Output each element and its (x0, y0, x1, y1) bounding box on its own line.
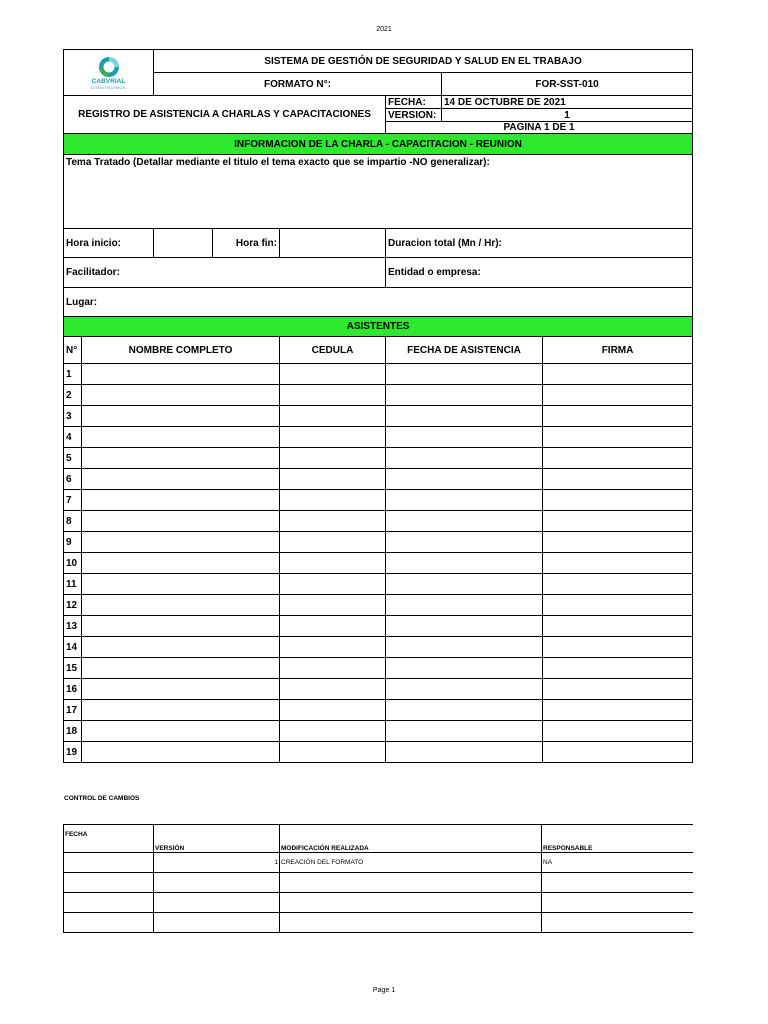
formato-value: FOR-SST-010 (442, 73, 693, 96)
col-header-firma: FIRMA (543, 337, 693, 364)
attendee-nombre-cell[interactable] (82, 427, 280, 448)
col-header-no: N° (64, 337, 82, 364)
attendee-row (64, 616, 693, 637)
attendee-number: 19 (64, 742, 82, 763)
attendee-nombre-cell[interactable] (82, 364, 280, 385)
cc-modificacion-cell[interactable] (280, 873, 542, 893)
attendee-row (64, 553, 693, 574)
attendee-cedula-cell[interactable] (280, 679, 386, 700)
attendee-firma-cell[interactable] (543, 658, 693, 679)
attendee-fecha-cell[interactable] (386, 364, 543, 385)
attendee-fecha-cell[interactable] (386, 406, 543, 427)
cc-responsable-cell[interactable] (542, 873, 693, 893)
attendee-nombre-cell[interactable] (82, 721, 280, 742)
cc-header-fecha: FECHA (64, 825, 154, 853)
attendee-cedula-cell[interactable] (280, 595, 386, 616)
attendee-fecha-cell[interactable] (386, 742, 543, 763)
attendee-fecha-cell[interactable] (386, 532, 543, 553)
logo-icon (96, 56, 122, 78)
attendee-firma-cell[interactable] (543, 532, 693, 553)
attendee-nombre-cell[interactable] (82, 679, 280, 700)
attendee-number: 15 (64, 658, 82, 679)
attendee-firma-cell[interactable] (543, 721, 693, 742)
attendee-row (64, 427, 693, 448)
attendee-number: 12 (64, 595, 82, 616)
attendee-row (64, 637, 693, 658)
attendee-fecha-cell[interactable] (386, 553, 543, 574)
attendee-firma-cell[interactable] (543, 595, 693, 616)
attendee-fecha-cell[interactable] (386, 448, 543, 469)
attendee-row (64, 742, 693, 763)
cc-responsable-cell[interactable] (542, 913, 693, 933)
attendee-number: 9 (64, 532, 82, 553)
attendee-nombre-cell[interactable] (82, 595, 280, 616)
attendee-firma-cell[interactable] (543, 574, 693, 595)
attendee-fecha-cell[interactable] (386, 721, 543, 742)
control-cambios-table (63, 824, 693, 933)
cc-header-modificacion: MODIFICACIÓN REALIZADA (280, 825, 542, 853)
doc-title: REGISTRO DE ASISTENCIA A CHARLAS Y CAPACITACIONES (64, 96, 386, 134)
attendee-cedula-cell[interactable] (280, 721, 386, 742)
fecha-value: 14 DE OCTUBRE DE 2021 (442, 96, 693, 109)
attendee-firma-cell[interactable] (543, 637, 693, 658)
attendee-fecha-cell[interactable] (386, 679, 543, 700)
attendee-nombre-cell[interactable] (82, 469, 280, 490)
attendee-nombre-cell[interactable] (82, 616, 280, 637)
pagina-label: PAGINA 1 DE 1 (386, 122, 693, 134)
attendee-number: 2 (64, 385, 82, 406)
cc-header-responsable: RESPONSABLE (542, 825, 693, 853)
attendee-row (64, 490, 693, 511)
attendee-nombre-cell[interactable] (82, 532, 280, 553)
hora-inicio-field[interactable] (154, 229, 213, 258)
attendee-row (64, 406, 693, 427)
entidad-field[interactable]: Entidad o empresa: (386, 258, 693, 288)
attendee-firma-cell[interactable] (543, 742, 693, 763)
attendee-fecha-cell[interactable] (386, 427, 543, 448)
attendee-cedula-cell[interactable] (280, 364, 386, 385)
system-title: SISTEMA DE GESTIÓN DE SEGURIDAD Y SALUD EN EL TRABAJO (154, 50, 693, 73)
attendee-firma-cell[interactable] (543, 406, 693, 427)
control-cambios-title: CONTROL DE CAMBIOS (64, 795, 140, 802)
attendee-nombre-cell[interactable] (82, 574, 280, 595)
attendee-cedula-cell[interactable] (280, 616, 386, 637)
attendee-cedula-cell[interactable] (280, 658, 386, 679)
attendee-fecha-cell[interactable] (386, 490, 543, 511)
attendee-cedula-cell[interactable] (280, 532, 386, 553)
attendee-fecha-cell[interactable] (386, 637, 543, 658)
tema-field[interactable]: Tema Tratado (Detallar mediante el titulo el tema exacto que se impartio -NO generalizar): (64, 155, 693, 229)
attendee-cedula-cell[interactable] (280, 385, 386, 406)
cc-modificacion-cell[interactable] (280, 913, 542, 933)
cc-fecha-cell[interactable] (64, 853, 154, 873)
attendee-number: 13 (64, 616, 82, 637)
col-header-fecha: FECHA DE ASISTENCIA (386, 337, 543, 364)
attendee-row (64, 385, 693, 406)
cc-fecha-cell[interactable] (64, 893, 154, 913)
attendee-nombre-cell[interactable] (82, 385, 280, 406)
attendee-nombre-cell[interactable] (82, 511, 280, 532)
attendee-nombre-cell[interactable] (82, 490, 280, 511)
attendee-number: 1 (64, 364, 82, 385)
attendee-number: 18 (64, 721, 82, 742)
attendee-number: 8 (64, 511, 82, 532)
attendee-number: 6 (64, 469, 82, 490)
attendee-firma-cell[interactable] (543, 469, 693, 490)
cc-fecha-cell[interactable] (64, 873, 154, 893)
cc-row (64, 853, 693, 873)
attendee-nombre-cell[interactable] (82, 658, 280, 679)
formato-label: FORMATO N°: (154, 73, 442, 96)
asistentes-section-header: ASISTENTES (64, 317, 693, 337)
attendee-firma-cell[interactable] (543, 427, 693, 448)
attendee-fecha-cell[interactable] (386, 385, 543, 406)
attendee-cedula-cell[interactable] (280, 637, 386, 658)
attendee-fecha-cell[interactable] (386, 574, 543, 595)
attendee-row (64, 364, 693, 385)
charla-section-header: INFORMACION DE LA CHARLA - CAPACITACION - REUNION (64, 134, 693, 155)
attendee-nombre-cell[interactable] (82, 448, 280, 469)
cc-version-cell[interactable] (154, 873, 280, 893)
attendee-row (64, 448, 693, 469)
cc-version-cell[interactable] (154, 893, 280, 913)
header-year: 2021 (376, 26, 392, 33)
attendee-number: 14 (64, 637, 82, 658)
attendee-firma-cell[interactable] (543, 490, 693, 511)
attendee-fecha-cell[interactable] (386, 700, 543, 721)
lugar-field[interactable]: Lugar: (64, 288, 693, 317)
attendee-firma-cell[interactable] (543, 553, 693, 574)
hora-fin-label: Hora fin: (213, 229, 280, 258)
attendee-row (64, 679, 693, 700)
attendee-number: 17 (64, 700, 82, 721)
cc-fecha-cell[interactable] (64, 913, 154, 933)
attendee-cedula-cell[interactable] (280, 742, 386, 763)
cc-modificacion-cell[interactable] (280, 893, 542, 913)
attendee-row (64, 532, 693, 553)
attendee-cedula-cell[interactable] (280, 511, 386, 532)
col-header-nombre: NOMBRE COMPLETO (82, 337, 280, 364)
attendee-number: 10 (64, 553, 82, 574)
attendee-row (64, 721, 693, 742)
attendee-number: 7 (64, 490, 82, 511)
fecha-label: FECHA: (386, 96, 442, 109)
cc-version-cell[interactable] (154, 913, 280, 933)
version-label: VERSION: (386, 109, 442, 122)
attendee-firma-cell[interactable] (543, 679, 693, 700)
attendee-row (64, 574, 693, 595)
attendee-row (64, 595, 693, 616)
company-logo (64, 50, 154, 96)
cc-row (64, 873, 693, 893)
attendee-cedula-cell[interactable] (280, 448, 386, 469)
attendee-nombre-cell[interactable] (82, 742, 280, 763)
attendee-nombre-cell[interactable] (82, 637, 280, 658)
facilitador-field[interactable]: Facilitador: (64, 258, 386, 288)
attendee-nombre-cell[interactable] (82, 700, 280, 721)
attendee-number: 16 (64, 679, 82, 700)
cc-header-version: VERSIÓN (154, 825, 280, 853)
cc-modificacion-cell[interactable]: CREACIÓN DEL FORMATO (280, 853, 542, 873)
attendee-firma-cell[interactable] (543, 511, 693, 532)
attendee-row (64, 658, 693, 679)
cc-responsable-cell[interactable] (542, 893, 693, 913)
attendee-firma-cell[interactable] (543, 385, 693, 406)
attendee-cedula-cell[interactable] (280, 574, 386, 595)
cc-row (64, 893, 693, 913)
attendee-row (64, 700, 693, 721)
cc-version-cell[interactable]: 1 (154, 853, 280, 873)
attendee-firma-cell[interactable] (543, 700, 693, 721)
logo-text: CABVRIAL (91, 77, 126, 85)
version-value: 1 (442, 109, 693, 122)
attendee-cedula-cell[interactable] (280, 490, 386, 511)
cc-row (64, 913, 693, 933)
attendee-cedula-cell[interactable] (280, 427, 386, 448)
attendee-fecha-cell[interactable] (386, 595, 543, 616)
hora-fin-field[interactable] (280, 229, 386, 258)
attendee-number: 4 (64, 427, 82, 448)
attendee-row (64, 469, 693, 490)
footer-page-number: Page 1 (372, 987, 396, 994)
attendee-number: 11 (64, 574, 82, 595)
attendee-firma-cell[interactable] (543, 448, 693, 469)
attendee-firma-cell[interactable] (543, 364, 693, 385)
attendee-fecha-cell[interactable] (386, 511, 543, 532)
attendance-form (63, 49, 693, 763)
attendee-number: 3 (64, 406, 82, 427)
attendee-row (64, 511, 693, 532)
attendee-fecha-cell[interactable] (386, 616, 543, 637)
attendee-cedula-cell[interactable] (280, 406, 386, 427)
attendee-cedula-cell[interactable] (280, 553, 386, 574)
attendee-cedula-cell[interactable] (280, 700, 386, 721)
duracion-field[interactable]: Duracion total (Mn / Hr): (386, 229, 693, 258)
hora-inicio-label: Hora inicio: (64, 229, 154, 258)
logo-subtext: CONSTRUIMOS (90, 84, 127, 90)
attendee-fecha-cell[interactable] (386, 469, 543, 490)
cc-responsable-cell[interactable]: NA (542, 853, 693, 873)
col-header-cedula: CEDULA (280, 337, 386, 364)
attendee-cedula-cell[interactable] (280, 469, 386, 490)
attendee-number: 5 (64, 448, 82, 469)
attendee-firma-cell[interactable] (543, 616, 693, 637)
attendee-fecha-cell[interactable] (386, 658, 543, 679)
attendee-nombre-cell[interactable] (82, 553, 280, 574)
attendee-nombre-cell[interactable] (82, 406, 280, 427)
